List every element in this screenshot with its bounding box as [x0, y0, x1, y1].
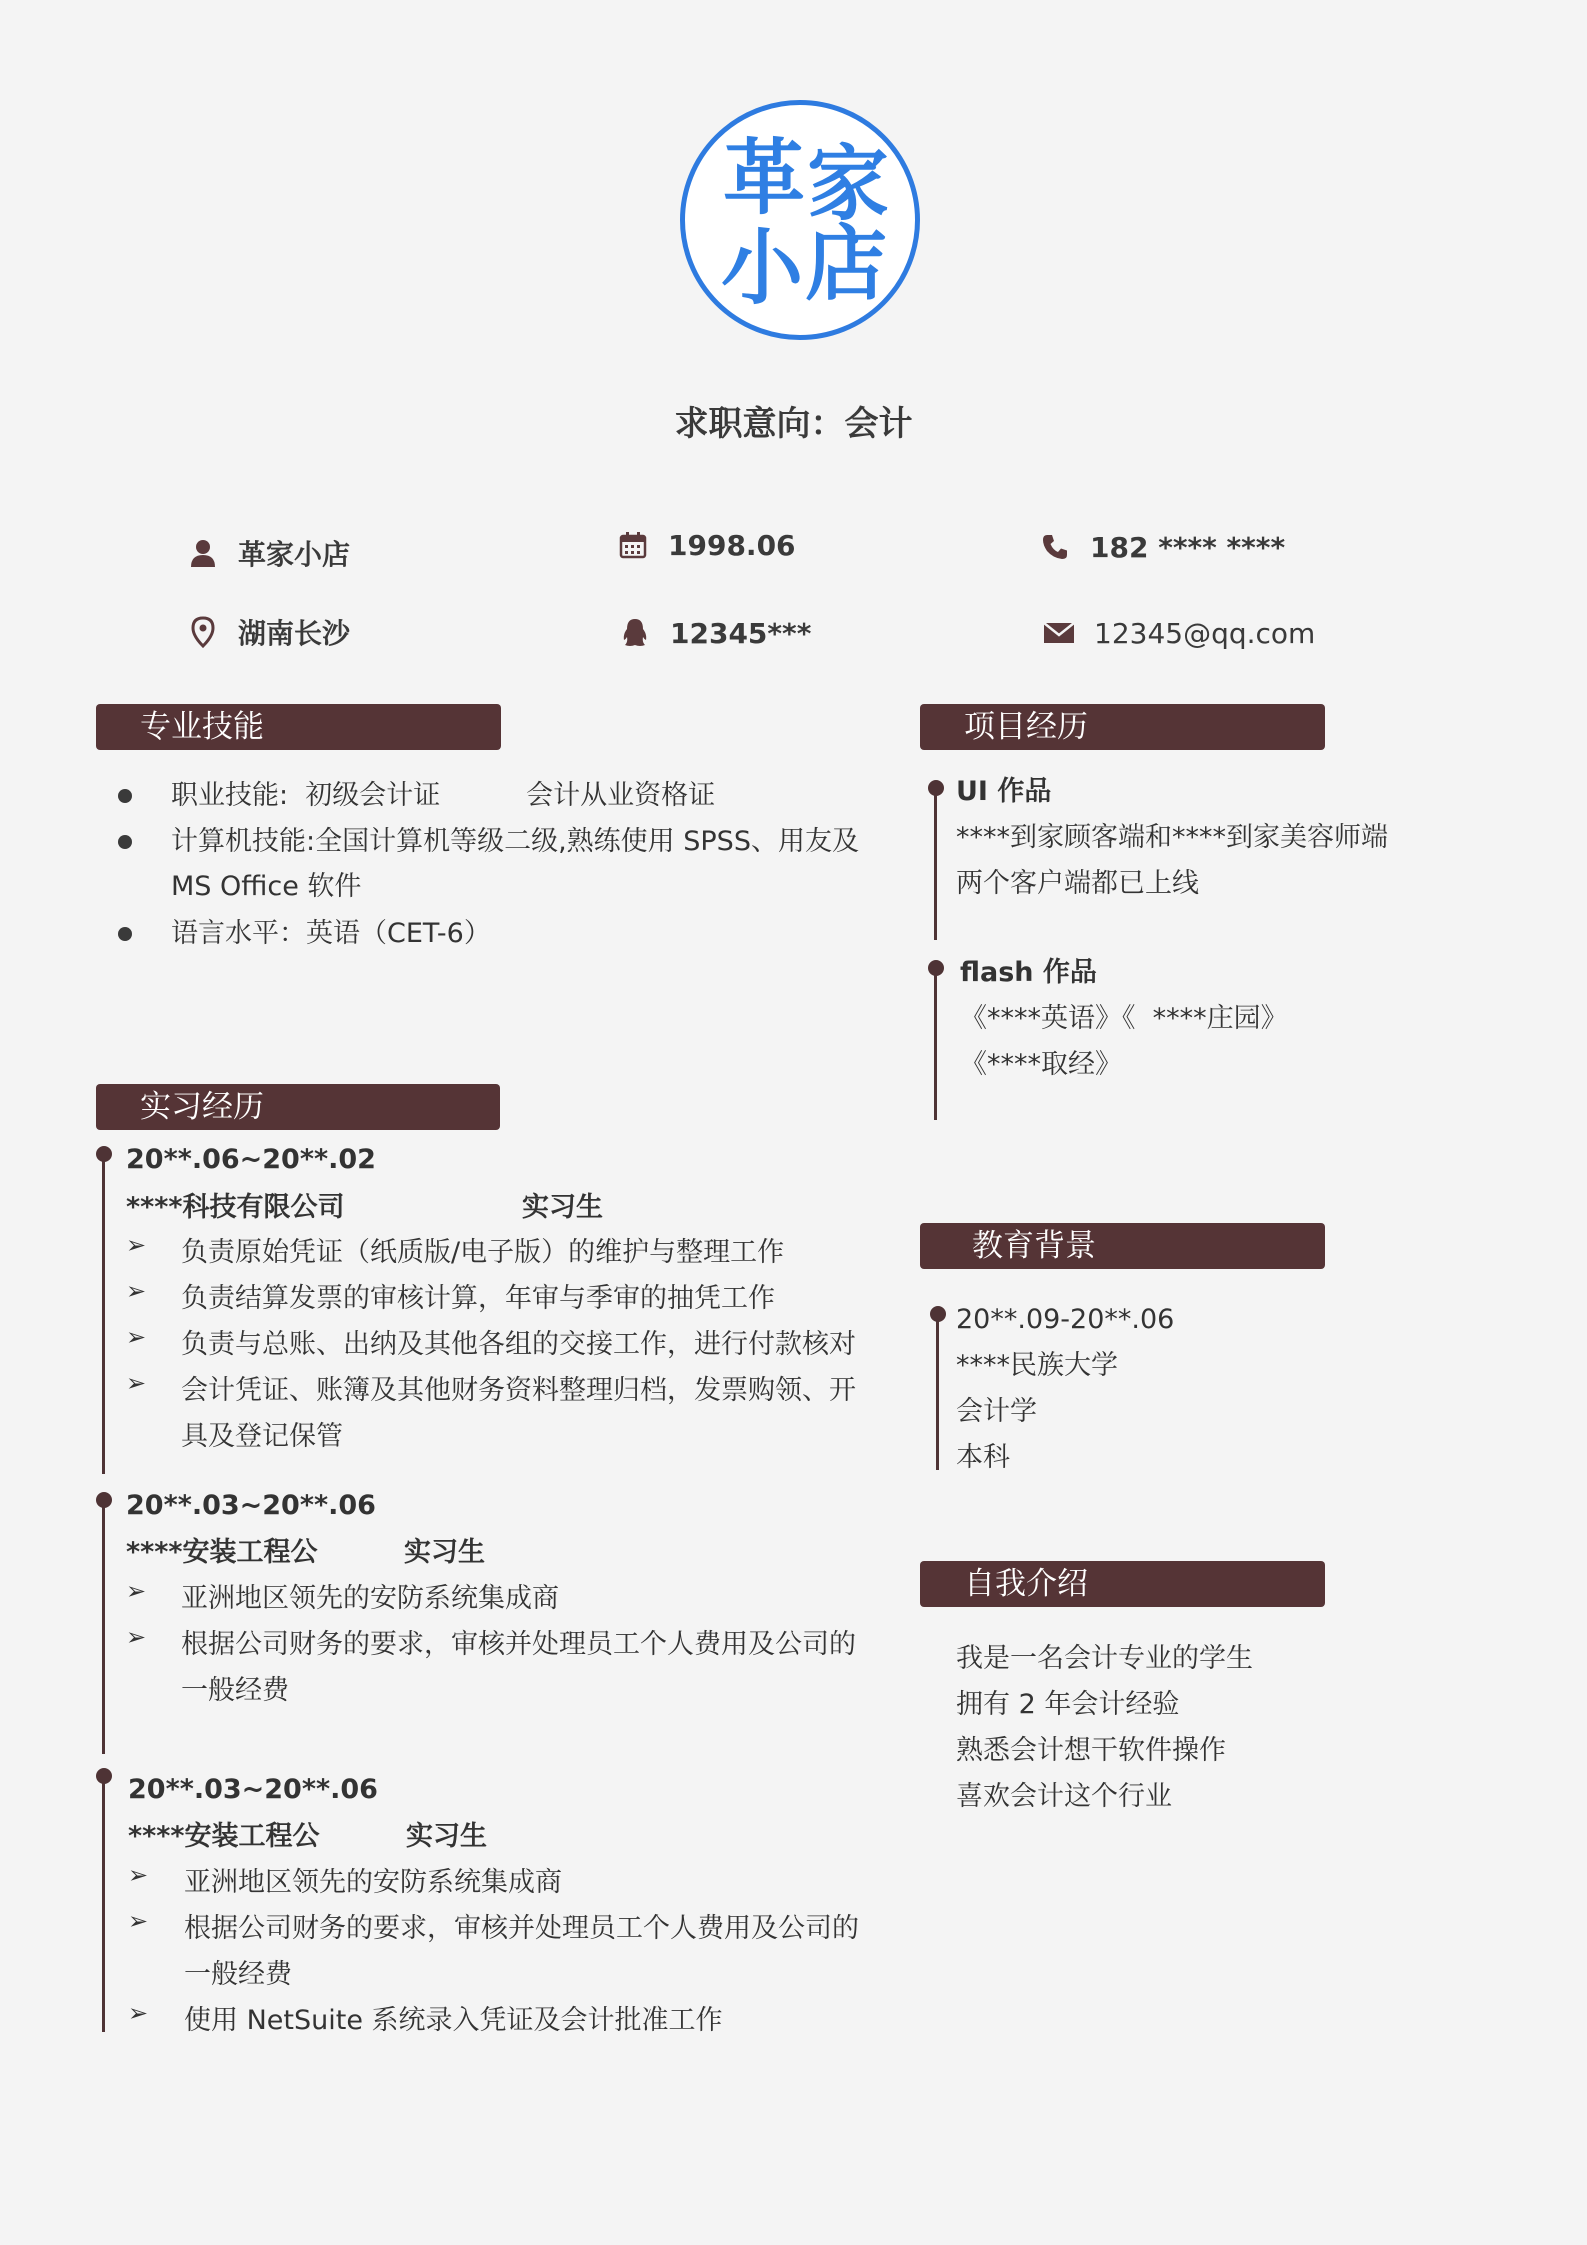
arrow-bullet-icon: ➢ [128, 1999, 149, 2027]
internship-duty-continued: 具及登记保管 [181, 1421, 343, 1452]
section-header-about: 自我介绍 [920, 1561, 1325, 1607]
logo-char: 革 [723, 130, 806, 226]
internship-role: 实习生 [522, 1192, 603, 1223]
arrow-bullet-icon: ➢ [128, 1861, 149, 1889]
location-text: 湖南长沙 [238, 617, 351, 650]
email-text: 12345@qq.com [1094, 616, 1316, 650]
contact-email [1042, 616, 1315, 650]
internship-role: 实习生 [404, 1537, 485, 1568]
skill-item: 计算机技能:全国计算机等级二级,熟练使用 SPSS、用友及 [171, 826, 859, 857]
section-header-skills: 专业技能 [96, 704, 501, 750]
arrow-bullet-icon: ➢ [126, 1623, 147, 1651]
name-text: 革家小店 [238, 538, 351, 571]
section-header-projects: 项目经历 [920, 704, 1325, 750]
job-objective-title: 求职意向：会计 [674, 404, 913, 444]
education-major: 会计学 [956, 1396, 1037, 1427]
project-detail: 《****英语》《 ****庄园》 [960, 1003, 1288, 1034]
skill-item: 语言水平：英语（CET-6） [171, 918, 491, 949]
education-degree: 本科 [956, 1442, 1010, 1473]
qq-text: 12345*** [670, 616, 812, 650]
phone-text: 182 **** **** [1090, 530, 1286, 564]
internship-duty: 会计凭证、账簿及其他财务资料整理归档，发票购领、开 [181, 1375, 856, 1406]
education-school: ****民族大学 [956, 1350, 1118, 1381]
internship-duty: 负责原始凭证（纸质版/电子版）的维护与整理工作 [181, 1237, 785, 1268]
logo-char: 店 [805, 216, 888, 312]
arrow-bullet-icon: ➢ [126, 1577, 147, 1605]
project-detail: 两个客户端都已上线 [956, 868, 1199, 899]
arrow-bullet-icon: ➢ [128, 1907, 149, 1935]
internship-duty: 负责与总账、出纳及其他各组的交接工作，进行付款核对 [181, 1329, 856, 1360]
internship-company: ****科技有限公司 [126, 1192, 345, 1223]
project-title: UI 作品 [956, 776, 1052, 807]
section-header-internship: 实习经历 [96, 1084, 500, 1130]
internship-duty: 使用 NetSuite 系统录入凭证及会计批准工作 [184, 2005, 723, 2036]
arrow-bullet-icon: ➢ [126, 1277, 147, 1305]
internship-company: ****安装工程公 [126, 1537, 318, 1568]
internship-duty-continued: 一般经费 [184, 1959, 292, 1990]
contact-birth [616, 528, 796, 562]
logo-char: 小 [721, 220, 804, 316]
envelope-icon [1042, 616, 1076, 650]
timeline-line [102, 1160, 105, 1474]
internship-duty-continued: 一般经费 [181, 1675, 289, 1706]
internship-duty: 亚洲地区领先的安防系统集成商 [184, 1867, 562, 1898]
contact-name [186, 533, 350, 573]
logo-char: 家 [807, 136, 890, 232]
calendar-icon [616, 528, 650, 562]
education-period: 20**.09-20**.06 [956, 1304, 1175, 1335]
qq-penguin-icon [618, 616, 652, 650]
skill-item-continued: MS Office 软件 [171, 871, 362, 902]
timeline-line [936, 1318, 939, 1470]
timeline-line [102, 1506, 105, 1754]
project-detail: 《****取经》 [960, 1049, 1122, 1080]
project-title: flash 作品 [960, 957, 1097, 988]
contact-location [186, 612, 350, 652]
person-icon [186, 536, 220, 570]
about-line: 我是一名会计专业的学生 [956, 1643, 1253, 1674]
internship-duty: 根据公司财务的要求，审核并处理员工个人费用及公司的 [181, 1629, 856, 1660]
bullet-dot [118, 835, 132, 849]
timeline-line [102, 1782, 105, 2032]
contact-qq [618, 616, 811, 650]
timeline-line [934, 972, 937, 1120]
project-detail: ****到家顾客端和****到家美容师端 [956, 822, 1388, 853]
location-pin-icon [186, 615, 220, 649]
internship-duty: 根据公司财务的要求，审核并处理员工个人费用及公司的 [184, 1913, 859, 1944]
internship-duty: 亚洲地区领先的安防系统集成商 [181, 1583, 559, 1614]
phone-icon [1038, 530, 1072, 564]
section-header-education: 教育背景 [920, 1223, 1325, 1269]
logo-seal [680, 100, 920, 340]
arrow-bullet-icon: ➢ [126, 1231, 147, 1259]
internship-date: 20**.06~20**.02 [126, 1144, 376, 1175]
arrow-bullet-icon: ➢ [126, 1323, 147, 1351]
internship-company: ****安装工程公 [128, 1821, 320, 1852]
about-line: 熟悉会计想干软件操作 [956, 1735, 1226, 1766]
internship-duty: 负责结算发票的审核计算，年审与季审的抽凭工作 [181, 1283, 775, 1314]
bullet-dot [118, 927, 132, 941]
internship-date: 20**.03~20**.06 [126, 1490, 376, 1521]
bullet-dot [118, 789, 132, 803]
about-line: 喜欢会计这个行业 [956, 1781, 1172, 1812]
about-line: 拥有 2 年会计经验 [956, 1689, 1180, 1720]
internship-date: 20**.03~20**.06 [128, 1774, 378, 1805]
contact-phone [1038, 530, 1285, 564]
skill-item: 职业技能: 初级会计证 会计从业资格证 [171, 780, 716, 811]
timeline-line [934, 792, 937, 940]
birth-text: 1998.06 [668, 528, 796, 562]
arrow-bullet-icon: ➢ [126, 1369, 147, 1397]
internship-role: 实习生 [406, 1821, 487, 1852]
